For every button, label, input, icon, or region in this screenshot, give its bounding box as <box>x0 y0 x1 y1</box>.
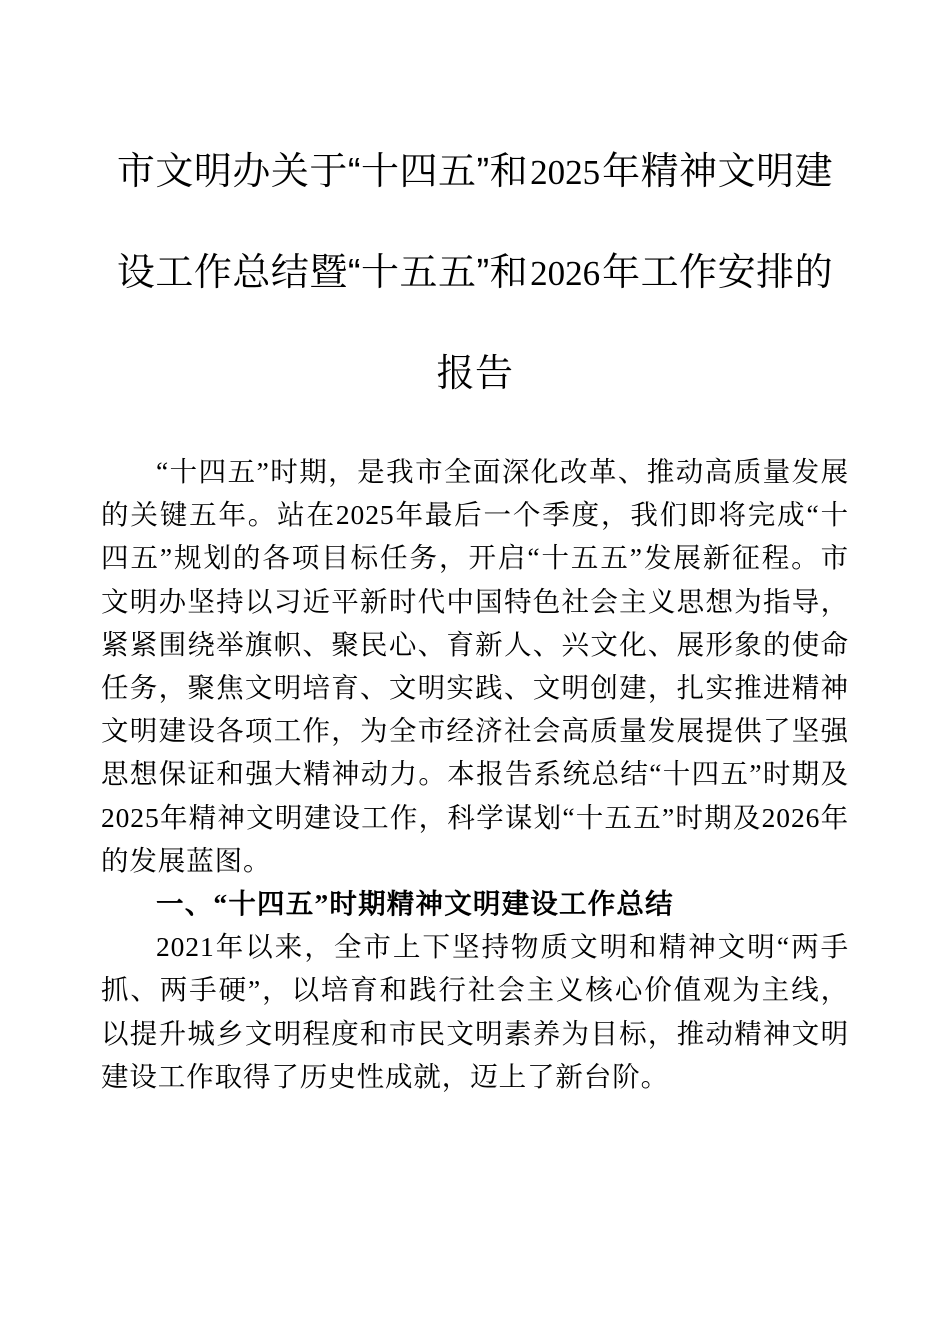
document-title-line-1-text: 市文明办关于“十四五”和 <box>116 151 529 193</box>
document-title-line-2-text: 设工作总结暨“十五五”和 <box>116 252 529 294</box>
document-title-line-1-tail: 年精神文明建 <box>602 151 834 193</box>
section-1-body-paragraph: 2021年以来，全市上下坚持物质文明和精神文明“两手抓、两手硬”，以培育和践行社会主义核心价值观为主线，以提升城乡文明程度和市民文明素养为目标，推动精神文明建设工作取得了历史性成就，迈上了新台阶。 <box>101 931 849 1092</box>
section-heading-1: 一、“十四五”时期精神文明建设工作总结 <box>156 888 674 920</box>
document-title-line-1-number: 2025 <box>530 153 601 192</box>
document-title-line-2-tail: 年工作安排的 <box>602 252 834 294</box>
document-title <box>101 0 849 424</box>
document-title-line-3-text: 报告 <box>436 353 514 395</box>
page-content <box>101 0 849 1098</box>
document-title-line-2-number: 2026 <box>530 254 601 293</box>
intro-paragraph: “十四五”时期，是我市全面深化改革、推动高质量发展的关键五年。站在2025年最后一个季度，我们即将完成“十四五”规划的各项目标任务，开启“十五五”发展新征程。市文明办坚持以习近平新时代中国特色社会主义思想为指导，紧紧围绕举旗帜、聚民心、育新人、兴文化、展形象的使命任务，聚焦文明培育、文明实践、文明创建，扎实推进精神文明建设各项工作，为全市经济社会高质量发展提供了坚强思想保证和强大精神动力。本报告系统总结“十四五”时期及2025年精神文明建设工作，科学谋划“十五五”时期及2026年的发展蓝图。 <box>101 456 849 876</box>
